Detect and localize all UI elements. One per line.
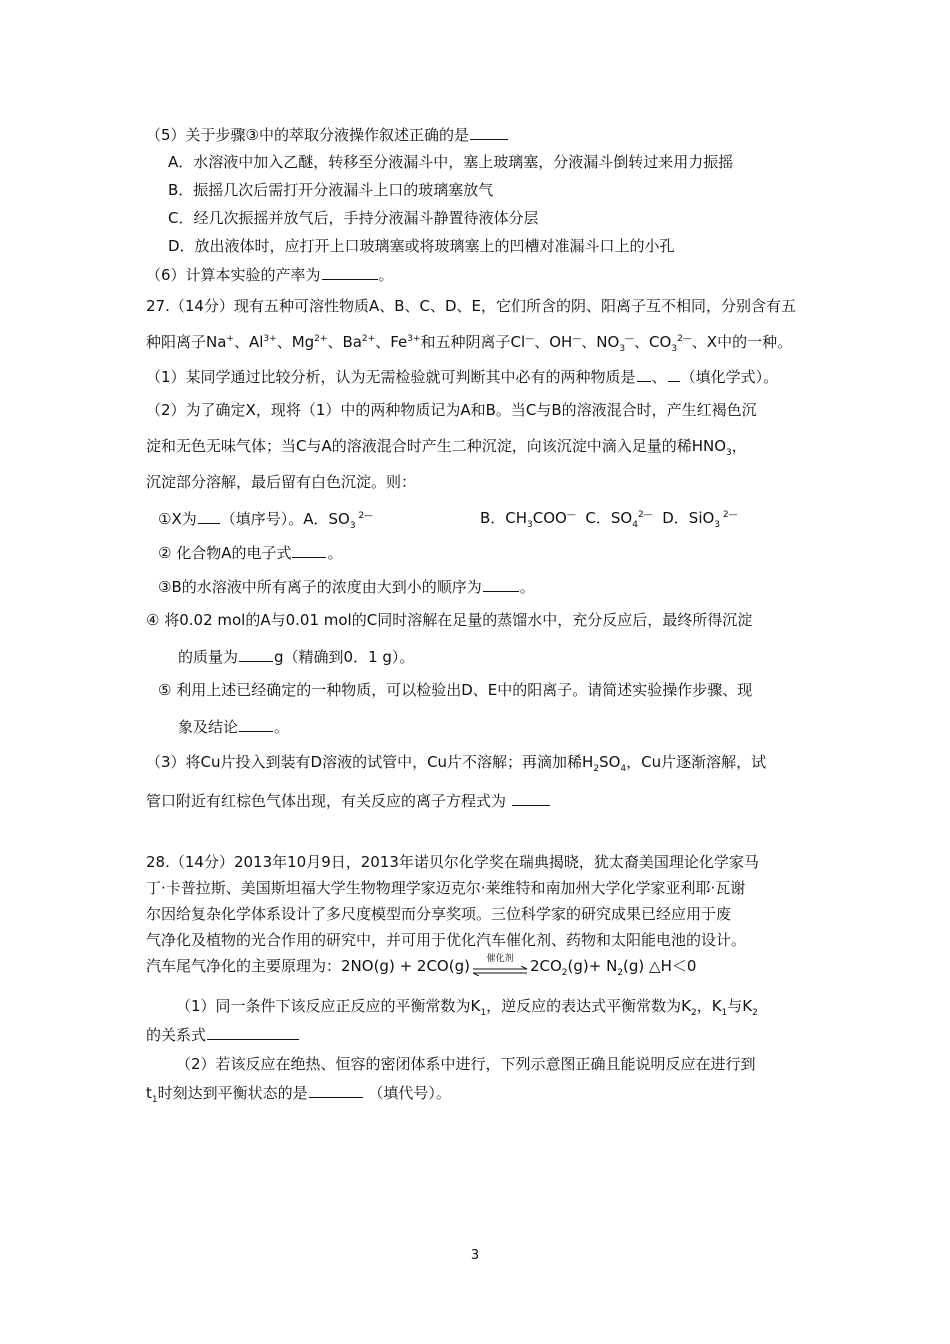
q26-part5-option-c: C．经几次振摇并放气后，手持分液漏斗静置待液体分层 (168, 209, 539, 227)
q27-part2-line3: 沉淀部分溶解，最后留有白色沉淀。则： (146, 473, 417, 491)
q27-sub4-line2: 的质量为 g（精确到0．1 g）。 (178, 648, 415, 666)
q28-stem-line3: 尔因给复杂化学体系设计了多尺度模型而分享奖项。三位科学家的研究成果已经应用于废 (146, 905, 732, 923)
answer-blank[interactable] (637, 366, 651, 382)
q27-part3-line2: 管口附近有红棕色气体出现，有关反应的离子方程式为 (146, 790, 551, 811)
q27-part1: （1）某同学通过比较分析，认为无需检验就可判断其中必有的两种物质是 、 （填化学式）。 (146, 368, 779, 386)
answer-blank[interactable] (207, 1024, 299, 1040)
q28-part1-line2: 的关系式 (146, 1024, 300, 1045)
q27-sub1: ①X为 （填序号）。A．$SO_3$ $^{2—}$ (158, 510, 374, 531)
equilibrium-arrow-icon: 催化剂 (471, 957, 529, 977)
q27-stem-line1: 27.（14分）现有五种可溶性物质A、B、C、D、E，它们所含的阴、阳离子互不相同，分别含有五 (146, 297, 796, 315)
q28-stem-line1: 28.（14分）2013年10月9日，2013年诺贝尔化学奖在瑞典揭晓，犹太裔美国理论化学家马 (146, 853, 759, 871)
q26-part5-option-b: B．振摇几次后需打开分液漏斗上口的玻璃塞放气 (168, 181, 494, 199)
q27-sub2: ② 化合物A的电子式 。 (158, 544, 343, 562)
q28-part2-line2: $t_1$时刻达到平衡状态的是 （填代号）。 (146, 1084, 451, 1105)
answer-blank[interactable] (322, 264, 378, 280)
q26-part5-option-a: A．水溶液中加入乙醚，转移至分液漏斗中，塞上玻璃塞，分液漏斗倒转过来用力振摇 (168, 153, 734, 171)
q27-stem-line2: 种阳离子Na+、$Al^{3+}$、$Mg^{2+}$、$Ba^{2+}$、$Fe^{3+}$和五种阴离子Cl—、OH—、$NO_3^—$、$CO_3^{2—}$、X中的一种。 (146, 333, 793, 354)
q28-stem-line4: 气净化及植物的光合作用的研究中，并可用于优化汽车催化剂、药物和太阳能电池的设计。 (146, 931, 747, 949)
q27-sub5-line2: 象及结论 。 (178, 718, 290, 736)
q26-part5-option-d: D．放出液体时，应打开上口玻璃塞或将玻璃塞上的凹槽对准漏斗口上的小孔 (168, 237, 675, 255)
q27-part2-line1: （2）为了确定X，现将（1）中的两种物质记为A和B。当C与B的溶液混合时，产生红褐色沉 (146, 401, 757, 419)
answer-blank[interactable] (470, 124, 508, 140)
answer-blank[interactable] (483, 576, 519, 592)
answer-blank[interactable] (239, 716, 273, 732)
q26-part6: （6）计算本实验的产率为 。 (146, 266, 394, 284)
q28-part1-line1: （1）同一条件下该反应正反应的平衡常数为$K_1$，逆反应的表达式平衡常数为$K_2$，$K_1$与$K_2$ (176, 997, 758, 1018)
page-number: 3 (470, 1248, 480, 1263)
q27-sub3: ③B的水溶液中所有离子的浓度由大到小的顺序为 。 (158, 578, 535, 596)
answer-blank[interactable] (309, 1082, 363, 1098)
q27-sub5-line1: ⑤ 利用上述已经确定的一种物质，可以检验出D、E中的阳离子。请简述实验操作步骤、现 (158, 681, 753, 699)
q28-stem-line2: 丁·卡普拉斯、美国斯坦福大学生物物理学家迈克尔·莱维特和南加州大学化学家亚利耶·瓦谢 (146, 879, 746, 897)
answer-blank[interactable] (668, 366, 680, 382)
q27-part2-line2: 淀和无色无味气体；当C与A的溶液混合时产生二种沉淀，向该沉淀中滴入足量的稀$HNO_3$， (146, 437, 747, 458)
answer-blank[interactable] (512, 790, 550, 806)
answer-blank[interactable] (292, 542, 326, 558)
q28-equation: 汽车尾气净化的主要原理为：2NO(g) + 2CO(g) 催化剂 $2CO_2(g)+ N_2(g)$ △H＜0 (146, 953, 697, 978)
answer-blank[interactable] (239, 646, 273, 662)
q28-part2-line1: （2）若该反应在绝热、恒容的密闭体系中进行，下列示意图正确且能说明反应在进行到 (176, 1055, 756, 1073)
q27-sub1-options: B．$CH_3COO^—$ C．$SO_4^{2—}$ D．SiO$_3$ $^{2—}$ (480, 509, 738, 530)
q27-part3-line1: （3）将Cu片投入到装有D溶液的试管中，Cu片不溶解；再滴加稀$H_2SO_4$，Cu片逐渐溶解，试 (146, 753, 767, 774)
q26-part5-stem: （5）关于步骤③中的萃取分液操作叙述正确的是 (146, 124, 509, 145)
q27-sub4-line1: ④ 将0.02 mol的A与0.01 mol的C同时溶解在足量的蒸馏水中，充分反应后，最终所得沉淀 (146, 611, 753, 629)
answer-blank[interactable] (198, 508, 220, 524)
